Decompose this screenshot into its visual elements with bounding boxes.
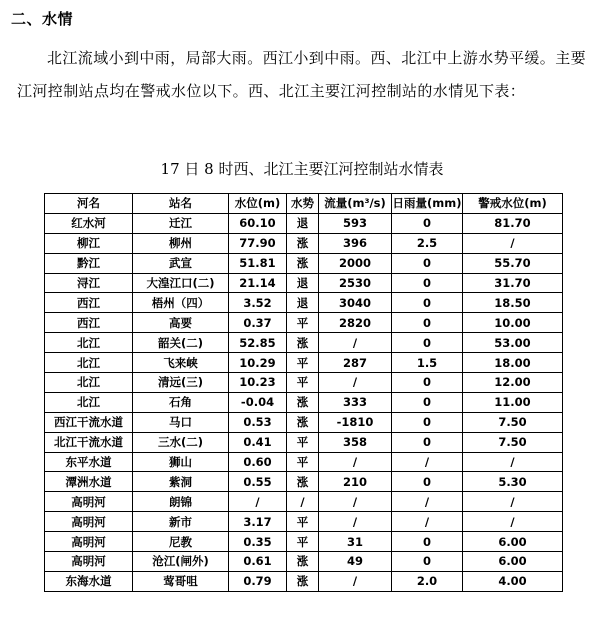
warning-level-cell: 18.00 bbox=[463, 353, 563, 373]
flow-cell: / bbox=[319, 571, 392, 591]
flow-cell: / bbox=[319, 512, 392, 532]
flow-cell: 287 bbox=[319, 353, 392, 373]
trend-cell: 平 bbox=[287, 432, 319, 452]
warning-level-cell: 31.70 bbox=[463, 273, 563, 293]
station-cell: 紫洞 bbox=[133, 472, 229, 492]
trend-cell: 涨 bbox=[287, 571, 319, 591]
water-level-cell: 10.29 bbox=[229, 353, 287, 373]
trend-cell: 涨 bbox=[287, 333, 319, 353]
header-water-level: 水位(m) bbox=[229, 194, 287, 214]
river-cell: 黔江 bbox=[45, 253, 133, 273]
water-level-cell: 0.37 bbox=[229, 313, 287, 333]
flow-cell: / bbox=[319, 333, 392, 353]
river-cell: 红水河 bbox=[45, 213, 133, 233]
water-level-cell: 10.23 bbox=[229, 373, 287, 393]
header-warning-level: 警戒水位(m) bbox=[463, 194, 563, 214]
water-level-cell: 0.53 bbox=[229, 412, 287, 432]
river-cell: 北江 bbox=[45, 373, 133, 393]
daily-rain-cell: 0 bbox=[392, 373, 463, 393]
river-cell: 北江 bbox=[45, 392, 133, 412]
daily-rain-cell: / bbox=[392, 452, 463, 472]
daily-rain-cell: 0 bbox=[392, 313, 463, 333]
flow-cell: 593 bbox=[319, 213, 392, 233]
station-cell: 三水(二) bbox=[133, 432, 229, 452]
river-cell: 浔江 bbox=[45, 273, 133, 293]
header-flow: 流量(m³/s) bbox=[319, 194, 392, 214]
water-level-cell: 0.55 bbox=[229, 472, 287, 492]
water-level-cell: 0.79 bbox=[229, 571, 287, 591]
water-level-cell: 0.41 bbox=[229, 432, 287, 452]
table-row bbox=[45, 213, 563, 233]
water-level-cell: 60.10 bbox=[229, 213, 287, 233]
trend-cell: 涨 bbox=[287, 392, 319, 412]
trend-cell: 平 bbox=[287, 532, 319, 552]
river-cell: 北江 bbox=[45, 333, 133, 353]
trend-cell: 涨 bbox=[287, 233, 319, 253]
header-daily-rain: 日雨量(mm) bbox=[392, 194, 463, 214]
river-cell: 高明河 bbox=[45, 512, 133, 532]
table-row bbox=[45, 412, 563, 432]
daily-rain-cell: 0 bbox=[392, 333, 463, 353]
station-cell: 柳州 bbox=[133, 233, 229, 253]
flow-cell: 2000 bbox=[319, 253, 392, 273]
daily-rain-cell: 0 bbox=[392, 472, 463, 492]
flow-cell: 396 bbox=[319, 233, 392, 253]
station-cell: 狮山 bbox=[133, 452, 229, 472]
river-cell: 西江干流水道 bbox=[45, 412, 133, 432]
trend-cell: 平 bbox=[287, 373, 319, 393]
warning-level-cell: 12.00 bbox=[463, 373, 563, 393]
trend-cell: 平 bbox=[287, 353, 319, 373]
table-row bbox=[45, 353, 563, 373]
daily-rain-cell: 0 bbox=[392, 253, 463, 273]
station-cell: 高要 bbox=[133, 313, 229, 333]
header-river: 河名 bbox=[45, 194, 133, 214]
flow-cell: 2820 bbox=[319, 313, 392, 333]
station-cell: 莺哥咀 bbox=[133, 571, 229, 591]
warning-level-cell: 11.00 bbox=[463, 392, 563, 412]
daily-rain-cell: / bbox=[392, 512, 463, 532]
warning-level-cell: / bbox=[463, 492, 563, 512]
table-header-row bbox=[45, 194, 563, 214]
table-body bbox=[45, 213, 563, 591]
flow-cell: 31 bbox=[319, 532, 392, 552]
daily-rain-cell: 1.5 bbox=[392, 353, 463, 373]
table-row bbox=[45, 392, 563, 412]
river-cell: 北江干流水道 bbox=[45, 432, 133, 452]
daily-rain-cell: 0 bbox=[392, 412, 463, 432]
water-level-cell: 0.35 bbox=[229, 532, 287, 552]
station-cell: 清远(三) bbox=[133, 373, 229, 393]
header-trend: 水势 bbox=[287, 194, 319, 214]
flow-cell: -1810 bbox=[319, 412, 392, 432]
warning-level-cell: / bbox=[463, 512, 563, 532]
station-cell: 武宣 bbox=[133, 253, 229, 273]
trend-cell: / bbox=[287, 492, 319, 512]
trend-cell: 退 bbox=[287, 213, 319, 233]
table-row bbox=[45, 313, 563, 333]
river-cell: 东平水道 bbox=[45, 452, 133, 472]
table-row bbox=[45, 532, 563, 552]
river-cell: 高明河 bbox=[45, 552, 133, 572]
trend-cell: 退 bbox=[287, 293, 319, 313]
warning-level-cell: 5.30 bbox=[463, 472, 563, 492]
station-cell: 迁江 bbox=[133, 213, 229, 233]
warning-level-cell: 6.00 bbox=[463, 552, 563, 572]
river-cell: 东海水道 bbox=[45, 571, 133, 591]
trend-cell: 涨 bbox=[287, 552, 319, 572]
section-title: 二、水情 bbox=[11, 10, 74, 28]
trend-cell: 平 bbox=[287, 313, 319, 333]
warning-level-cell: 4.00 bbox=[463, 571, 563, 591]
water-level-cell: -0.04 bbox=[229, 392, 287, 412]
station-cell: 大湟江口(二) bbox=[133, 273, 229, 293]
warning-level-cell: 7.50 bbox=[463, 412, 563, 432]
daily-rain-cell: 0 bbox=[392, 552, 463, 572]
table-row bbox=[45, 253, 563, 273]
water-situation-paragraph: 北江流域小到中雨，局部大雨。西江小到中雨。西、北江中上游水势平缓。主要江河控制站点均在警戒水位以下。西、北江主要江河控制站的水情见下表： bbox=[17, 49, 587, 100]
table-row bbox=[45, 472, 563, 492]
table-row bbox=[45, 432, 563, 452]
water-level-cell: 52.85 bbox=[229, 333, 287, 353]
river-cell: 西江 bbox=[45, 293, 133, 313]
station-cell: 飞来峡 bbox=[133, 353, 229, 373]
station-cell: 石角 bbox=[133, 392, 229, 412]
daily-rain-cell: 0 bbox=[392, 293, 463, 313]
daily-rain-cell: 0 bbox=[392, 273, 463, 293]
water-level-cell: 3.52 bbox=[229, 293, 287, 313]
river-cell: 北江 bbox=[45, 353, 133, 373]
daily-rain-cell: 2.0 bbox=[392, 571, 463, 591]
table-row bbox=[45, 233, 563, 253]
daily-rain-cell: 0 bbox=[392, 432, 463, 452]
warning-level-cell: / bbox=[463, 233, 563, 253]
warning-level-cell: 53.00 bbox=[463, 333, 563, 353]
warning-level-cell: 10.00 bbox=[463, 313, 563, 333]
warning-level-cell: 6.00 bbox=[463, 532, 563, 552]
flow-cell: / bbox=[319, 492, 392, 512]
station-cell: 朗锦 bbox=[133, 492, 229, 512]
station-cell: 尼教 bbox=[133, 532, 229, 552]
river-cell: 潭洲水道 bbox=[45, 472, 133, 492]
water-level-cell: 51.81 bbox=[229, 253, 287, 273]
table-row bbox=[45, 333, 563, 353]
water-situation-table bbox=[44, 193, 563, 592]
warning-level-cell: 55.70 bbox=[463, 253, 563, 273]
station-cell: 韶关(二) bbox=[133, 333, 229, 353]
table-row bbox=[45, 552, 563, 572]
water-level-cell: 0.61 bbox=[229, 552, 287, 572]
flow-cell: 2530 bbox=[319, 273, 392, 293]
water-level-cell: 21.14 bbox=[229, 273, 287, 293]
trend-cell: 涨 bbox=[287, 253, 319, 273]
trend-cell: 退 bbox=[287, 273, 319, 293]
flow-cell: / bbox=[319, 452, 392, 472]
table-row bbox=[45, 492, 563, 512]
trend-cell: 平 bbox=[287, 512, 319, 532]
water-level-cell: 77.90 bbox=[229, 233, 287, 253]
daily-rain-cell: 2.5 bbox=[392, 233, 463, 253]
station-cell: 马口 bbox=[133, 412, 229, 432]
warning-level-cell: 81.70 bbox=[463, 213, 563, 233]
water-level-cell: / bbox=[229, 492, 287, 512]
station-cell: 沧江(闸外) bbox=[133, 552, 229, 572]
daily-rain-cell: 0 bbox=[392, 392, 463, 412]
daily-rain-cell: / bbox=[392, 492, 463, 512]
river-cell: 柳江 bbox=[45, 233, 133, 253]
river-cell: 高明河 bbox=[45, 532, 133, 552]
table-row bbox=[45, 373, 563, 393]
table-row bbox=[45, 452, 563, 472]
table-row bbox=[45, 293, 563, 313]
daily-rain-cell: 0 bbox=[392, 532, 463, 552]
trend-cell: 涨 bbox=[287, 412, 319, 432]
water-level-cell: 0.60 bbox=[229, 452, 287, 472]
warning-level-cell: / bbox=[463, 452, 563, 472]
table-title: 17 日 8 时西、北江主要江河控制站水情表 bbox=[160, 160, 444, 178]
river-cell: 西江 bbox=[45, 313, 133, 333]
trend-cell: 平 bbox=[287, 452, 319, 472]
trend-cell: 涨 bbox=[287, 472, 319, 492]
table-row bbox=[45, 571, 563, 591]
table-row bbox=[45, 512, 563, 532]
station-cell: 梧州（四） bbox=[133, 293, 229, 313]
water-level-cell: 3.17 bbox=[229, 512, 287, 532]
flow-cell: 49 bbox=[319, 552, 392, 572]
warning-level-cell: 18.50 bbox=[463, 293, 563, 313]
flow-cell: 358 bbox=[319, 432, 392, 452]
flow-cell: 3040 bbox=[319, 293, 392, 313]
river-cell: 高明河 bbox=[45, 492, 133, 512]
flow-cell: 210 bbox=[319, 472, 392, 492]
warning-level-cell: 7.50 bbox=[463, 432, 563, 452]
flow-cell: 333 bbox=[319, 392, 392, 412]
station-cell: 新市 bbox=[133, 512, 229, 532]
table-row bbox=[45, 273, 563, 293]
flow-cell: / bbox=[319, 373, 392, 393]
header-station: 站名 bbox=[133, 194, 229, 214]
daily-rain-cell: 0 bbox=[392, 213, 463, 233]
